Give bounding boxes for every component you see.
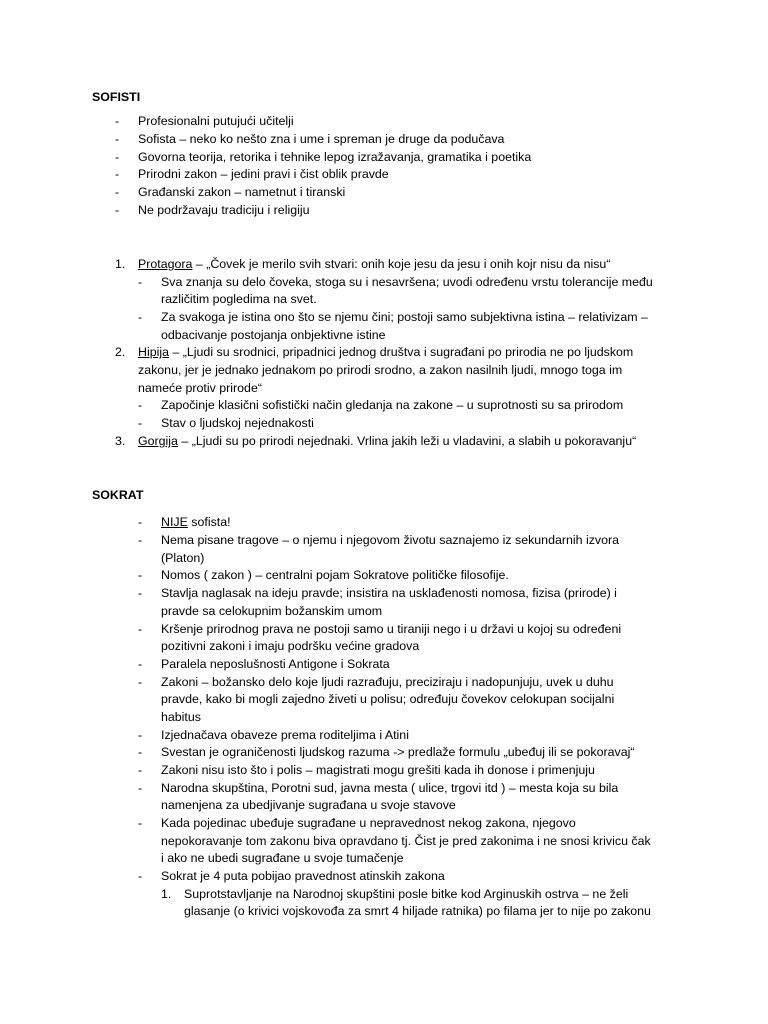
sub-item: Sva znanja su delo čoveka, stoga su i nesavršena; uvodi određenu vrstu tolerancije među — [161, 275, 653, 289]
list-item-cont: nepokoravanje tom zakonu biva opravdano tj. Čist je pred zakonima i ne snosi krivicu čak — [161, 834, 651, 848]
list-item: Nema pisane tragove – o njemu i njegovom životu saznajemo iz sekundarnih izvora — [161, 533, 620, 547]
bullet-dash: - — [115, 203, 120, 217]
emphasis-text: NIJE — [161, 515, 188, 529]
bullet-dash: - — [138, 515, 143, 529]
bullet-dash: - — [138, 275, 143, 289]
list-item: Izjednačava obaveze prema roditeljima i Atini — [161, 728, 409, 742]
bullet-dash: - — [115, 114, 120, 128]
list-item-text: sofista! — [187, 515, 231, 529]
list-number: 1. — [115, 257, 126, 271]
list-number: 3. — [115, 434, 126, 448]
list-item-cont: namenjena za ubedjivanje sugrađana u svoje stavove — [161, 798, 456, 812]
list-item: Profesionalni putujući učitelji — [138, 114, 294, 128]
gorgija-entry — [138, 433, 636, 451]
quote-text-cont: nameće protiv prirode“ — [138, 381, 262, 395]
bullet-dash: - — [115, 132, 120, 146]
list-number: 2. — [115, 345, 126, 359]
bullet-dash: - — [138, 657, 143, 671]
sub-item: Stav o ljudskoj nejednakosti — [161, 416, 314, 430]
section-title-sokrat: SOKRAT — [92, 488, 144, 502]
bullet-dash: - — [138, 310, 143, 324]
philosopher-name: Gorgija — [138, 434, 178, 448]
list-item: Zakoni – božansko delo koje ljudi razrađuju, preciziraju i nadopunjuju, uvek u duhu — [161, 675, 614, 689]
list-item: Stavlja naglasak na ideju pravde; insistira na usklađenosti nomosa, fizisa (prirode) i — [161, 586, 617, 600]
list-item: Sokrat je 4 puta pobijao pravednost atinskih zakona — [161, 869, 445, 883]
list-item: Ne podržavaju tradiciju i religiju — [138, 203, 310, 217]
list-item-cont: pravde, kako bi mogli zajedno živeti u polisu; određuju čovekov celokupan socijalni — [161, 692, 615, 706]
list-item: Kršenje prirodnog prava ne postoji samo u tiraniji nego i u državi u kojoj su određeni — [161, 622, 622, 636]
section-title-sofisti: SOFISTI — [92, 90, 141, 104]
list-item: Zakoni nisu isto što i polis – magistrati mogu grešiti kada ih donose i primenjuju — [161, 763, 595, 777]
bullet-dash: - — [138, 869, 143, 883]
list-item: Građanski zakon – nametnut i tiranski — [138, 185, 346, 199]
list-item: Nomos ( zakon ) – centralni pojam Sokratove političke filosofije. — [161, 568, 509, 582]
philosopher-name: Hipija — [138, 345, 169, 359]
bullet-dash: - — [138, 416, 143, 430]
list-item: Sofista – neko ko nešto zna i ume i spreman je druge da podučava — [138, 132, 505, 146]
list-item-cont: pravde sa celokupnim božanskim umom — [161, 604, 383, 618]
list-item: Govorna teorija, retorika i tehnike lepog izražavanja, gramatika i poetika — [138, 150, 532, 164]
bullet-dash: - — [138, 568, 143, 582]
list-item-cont: i ako ne ubedi sugrađane u svoje tumačenje — [161, 851, 404, 865]
bullet-dash: - — [138, 816, 143, 830]
bullet-dash: - — [138, 763, 143, 777]
bullet-dash: - — [138, 586, 143, 600]
bullet-dash: - — [138, 745, 143, 759]
list-item: Kada pojedinac ubeđuje sugrađane u nepravednost nekog zakona, njegovo — [161, 816, 576, 830]
bullet-dash: - — [138, 622, 143, 636]
bullet-dash: - — [138, 675, 143, 689]
sub-item-cont: glasanje (o krivici vojskovođa za smrt 4 hiljade ratnika) po filama jer to nije po zakonu — [184, 904, 651, 918]
list-item-cont: (Platon) — [161, 551, 205, 565]
sub-item: Za svakoga je istina ono što se njemu čini; postoji samo subjektivna istina – relativizam – — [161, 310, 648, 324]
list-number: 1. — [161, 887, 172, 901]
sub-item: Suprotstavljanje na Narodnoj skupštini posle bitke kod Arginuskih ostrva – ne želi — [184, 887, 629, 901]
sub-item-cont: odbacivanje postojanja onbjektivne istine — [161, 328, 386, 342]
list-item-cont: habitus — [161, 710, 201, 724]
quote-text-cont: zakonu, jer je jednako jednakom po prirodi srodno, a zakon nasilnih ljudi, mnogo toga im — [138, 363, 623, 377]
bullet-dash: - — [138, 398, 143, 412]
philosopher-name: Protagora — [138, 257, 193, 271]
list-item: Paralela neposlušnosti Antigone i Sokrata — [161, 657, 390, 671]
quote-text: – „Čovek je merilo svih stvari: onih koje jesu da jesu i onih kojr nisu da nisu“ — [192, 257, 611, 271]
bullet-dash: - — [138, 533, 143, 547]
hipija-entry — [138, 344, 633, 362]
list-item: Prirodni zakon – jedini pravi i čist oblik pravde — [138, 167, 389, 181]
list-item — [161, 514, 231, 532]
bullet-dash: - — [115, 150, 120, 164]
bullet-dash: - — [138, 781, 143, 795]
list-item: Narodna skupština, Porotni sud, javna mesta ( ulice, trgovi itd ) – mesta koja su bila — [161, 781, 619, 795]
quote-text: – „Ljudi su srodnici, pripadnici jednog društva i sugrađani po prirodia ne po ljudskom — [169, 345, 634, 359]
list-item: Svestan je ograničenosti ljudskog razuma -> predlaže formulu „ubeđuj ili se pokoravaj“ — [161, 745, 635, 759]
bullet-dash: - — [138, 728, 143, 742]
bullet-dash: - — [115, 185, 120, 199]
bullet-dash: - — [115, 167, 120, 181]
protagora-entry — [138, 256, 610, 274]
sub-item-cont: različitim pogledima na svet. — [161, 292, 317, 306]
list-item-cont: pozitivni zakoni i imaju podršku većine gradova — [161, 639, 420, 653]
quote-text: – „Ljudi su po prirodi nejednaki. Vrlina jakih leži u vladavini, a slabih u pokoravanju“ — [177, 434, 637, 448]
sub-item: Započinje klasični sofistički način gledanja na zakone – u suprotnosti su sa prirodom — [161, 398, 624, 412]
